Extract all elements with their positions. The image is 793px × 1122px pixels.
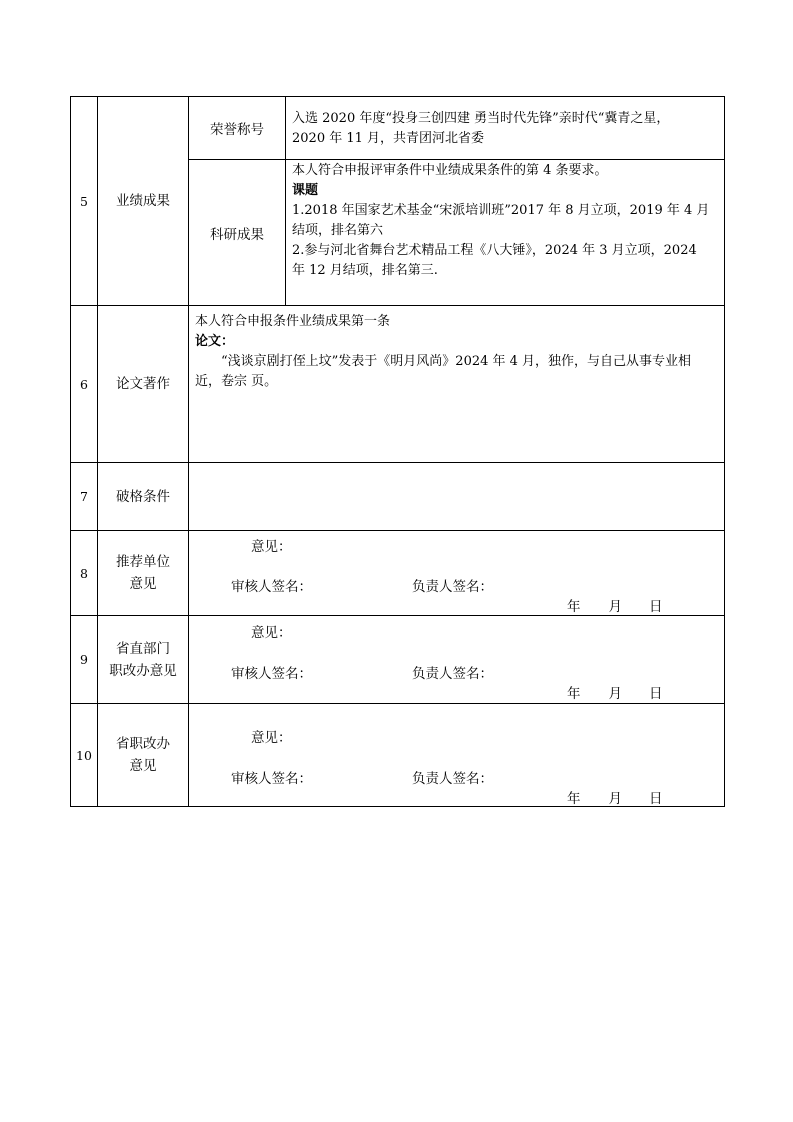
- date-line: [567, 595, 663, 615]
- papers-line: 本人符合申报条件业绩成果第一条: [195, 314, 391, 329]
- research-line: 年 12 月结项，排名第三.: [292, 263, 438, 278]
- responsible-signature-label: 负责人签名：: [412, 579, 493, 595]
- row-5-honor: [71, 97, 725, 160]
- opinion-label: 意见：: [251, 539, 292, 555]
- month-label: 月: [608, 599, 622, 615]
- row-7-exception: [71, 463, 725, 531]
- year-label: 年: [567, 686, 581, 702]
- month-label: 月: [608, 686, 622, 702]
- papers-heading: 论文：: [195, 334, 235, 349]
- opinion-label: 意见：: [251, 625, 292, 641]
- date-line: [567, 787, 663, 807]
- row-number: 5: [71, 97, 98, 306]
- label-line: 意见: [129, 576, 157, 592]
- row-number: 6: [71, 306, 98, 463]
- honor-line: 入选 2020 年度“投身三创四建 勇当时代先锋”亲时代“冀青之星，: [292, 110, 670, 126]
- research-line: 2.参与河北省舞台艺术精品工程《八大锤》，2024 年 3 月立项，2024: [292, 243, 697, 258]
- responsible-signature-label: 负责人签名：: [412, 771, 493, 787]
- day-label: 日: [649, 791, 663, 807]
- month-label: 月: [608, 791, 622, 807]
- honor-line: 2020 年 11 月，共青团河北省委: [292, 130, 485, 146]
- papers-content: [189, 306, 725, 463]
- row-6-papers: [71, 306, 725, 463]
- opinion-cell: [189, 704, 725, 807]
- exception-content: [189, 463, 725, 531]
- research-content: [286, 160, 725, 306]
- row-10-provincial-office: [71, 704, 725, 807]
- day-label: 日: [649, 686, 663, 702]
- row-label-provincial-office: [98, 704, 189, 807]
- opinion-cell: [189, 616, 725, 704]
- row-9-provincial-department: [71, 616, 725, 704]
- research-heading: 课题: [292, 183, 319, 198]
- row-label-provincial-department: [98, 616, 189, 704]
- day-label: 日: [649, 599, 663, 615]
- label-line: 省职改办: [116, 736, 170, 752]
- sub-label-research: 科研成果: [189, 160, 286, 306]
- row-label-recommending-unit: [98, 531, 189, 616]
- research-line: 本人符合申报评审条件中业绩成果条件的第 4 条要求。: [292, 163, 608, 178]
- label-line: 职改办意见: [109, 662, 177, 679]
- row-number: 10: [71, 704, 98, 807]
- reviewer-signature-label: 审核人签名：: [231, 579, 312, 595]
- reviewer-signature-label: 审核人签名：: [231, 771, 312, 787]
- papers-line: “浅谈京剧打侄上坟”发表于《明月风尚》2024 年 4 月，独作，与自己从事专业相: [221, 354, 692, 369]
- appraisal-form-table: [70, 96, 725, 807]
- label-line: 推荐单位: [116, 554, 170, 570]
- research-line: 结项，排名第六: [292, 223, 384, 238]
- honor-content: [286, 97, 725, 160]
- reviewer-signature-label: 审核人签名：: [231, 666, 312, 682]
- row-number: 7: [71, 463, 98, 531]
- opinion-label: 意见：: [251, 730, 292, 746]
- row-number: 9: [71, 616, 98, 704]
- date-line: [567, 682, 663, 702]
- papers-line: 近，卷宗 页。: [195, 374, 278, 389]
- label-line: 意见: [129, 758, 157, 774]
- row-label-achievements: 业绩成果: [98, 97, 189, 306]
- row-label-papers: 论文著作: [98, 306, 189, 463]
- responsible-signature-label: 负责人签名：: [412, 666, 493, 682]
- year-label: 年: [567, 599, 581, 615]
- label-line: 省直部门: [116, 640, 170, 657]
- row-number: 8: [71, 531, 98, 616]
- year-label: 年: [567, 791, 581, 807]
- sub-label-honor: 荣誉称号: [189, 97, 286, 160]
- row-8-recommending-unit: [71, 531, 725, 616]
- research-line: 1.2018 年国家艺术基金“宋派培训班”2017 年 8 月立项，2019 年 4 月: [292, 203, 710, 218]
- row-label-exception: 破格条件: [98, 463, 189, 531]
- opinion-cell: [189, 531, 725, 616]
